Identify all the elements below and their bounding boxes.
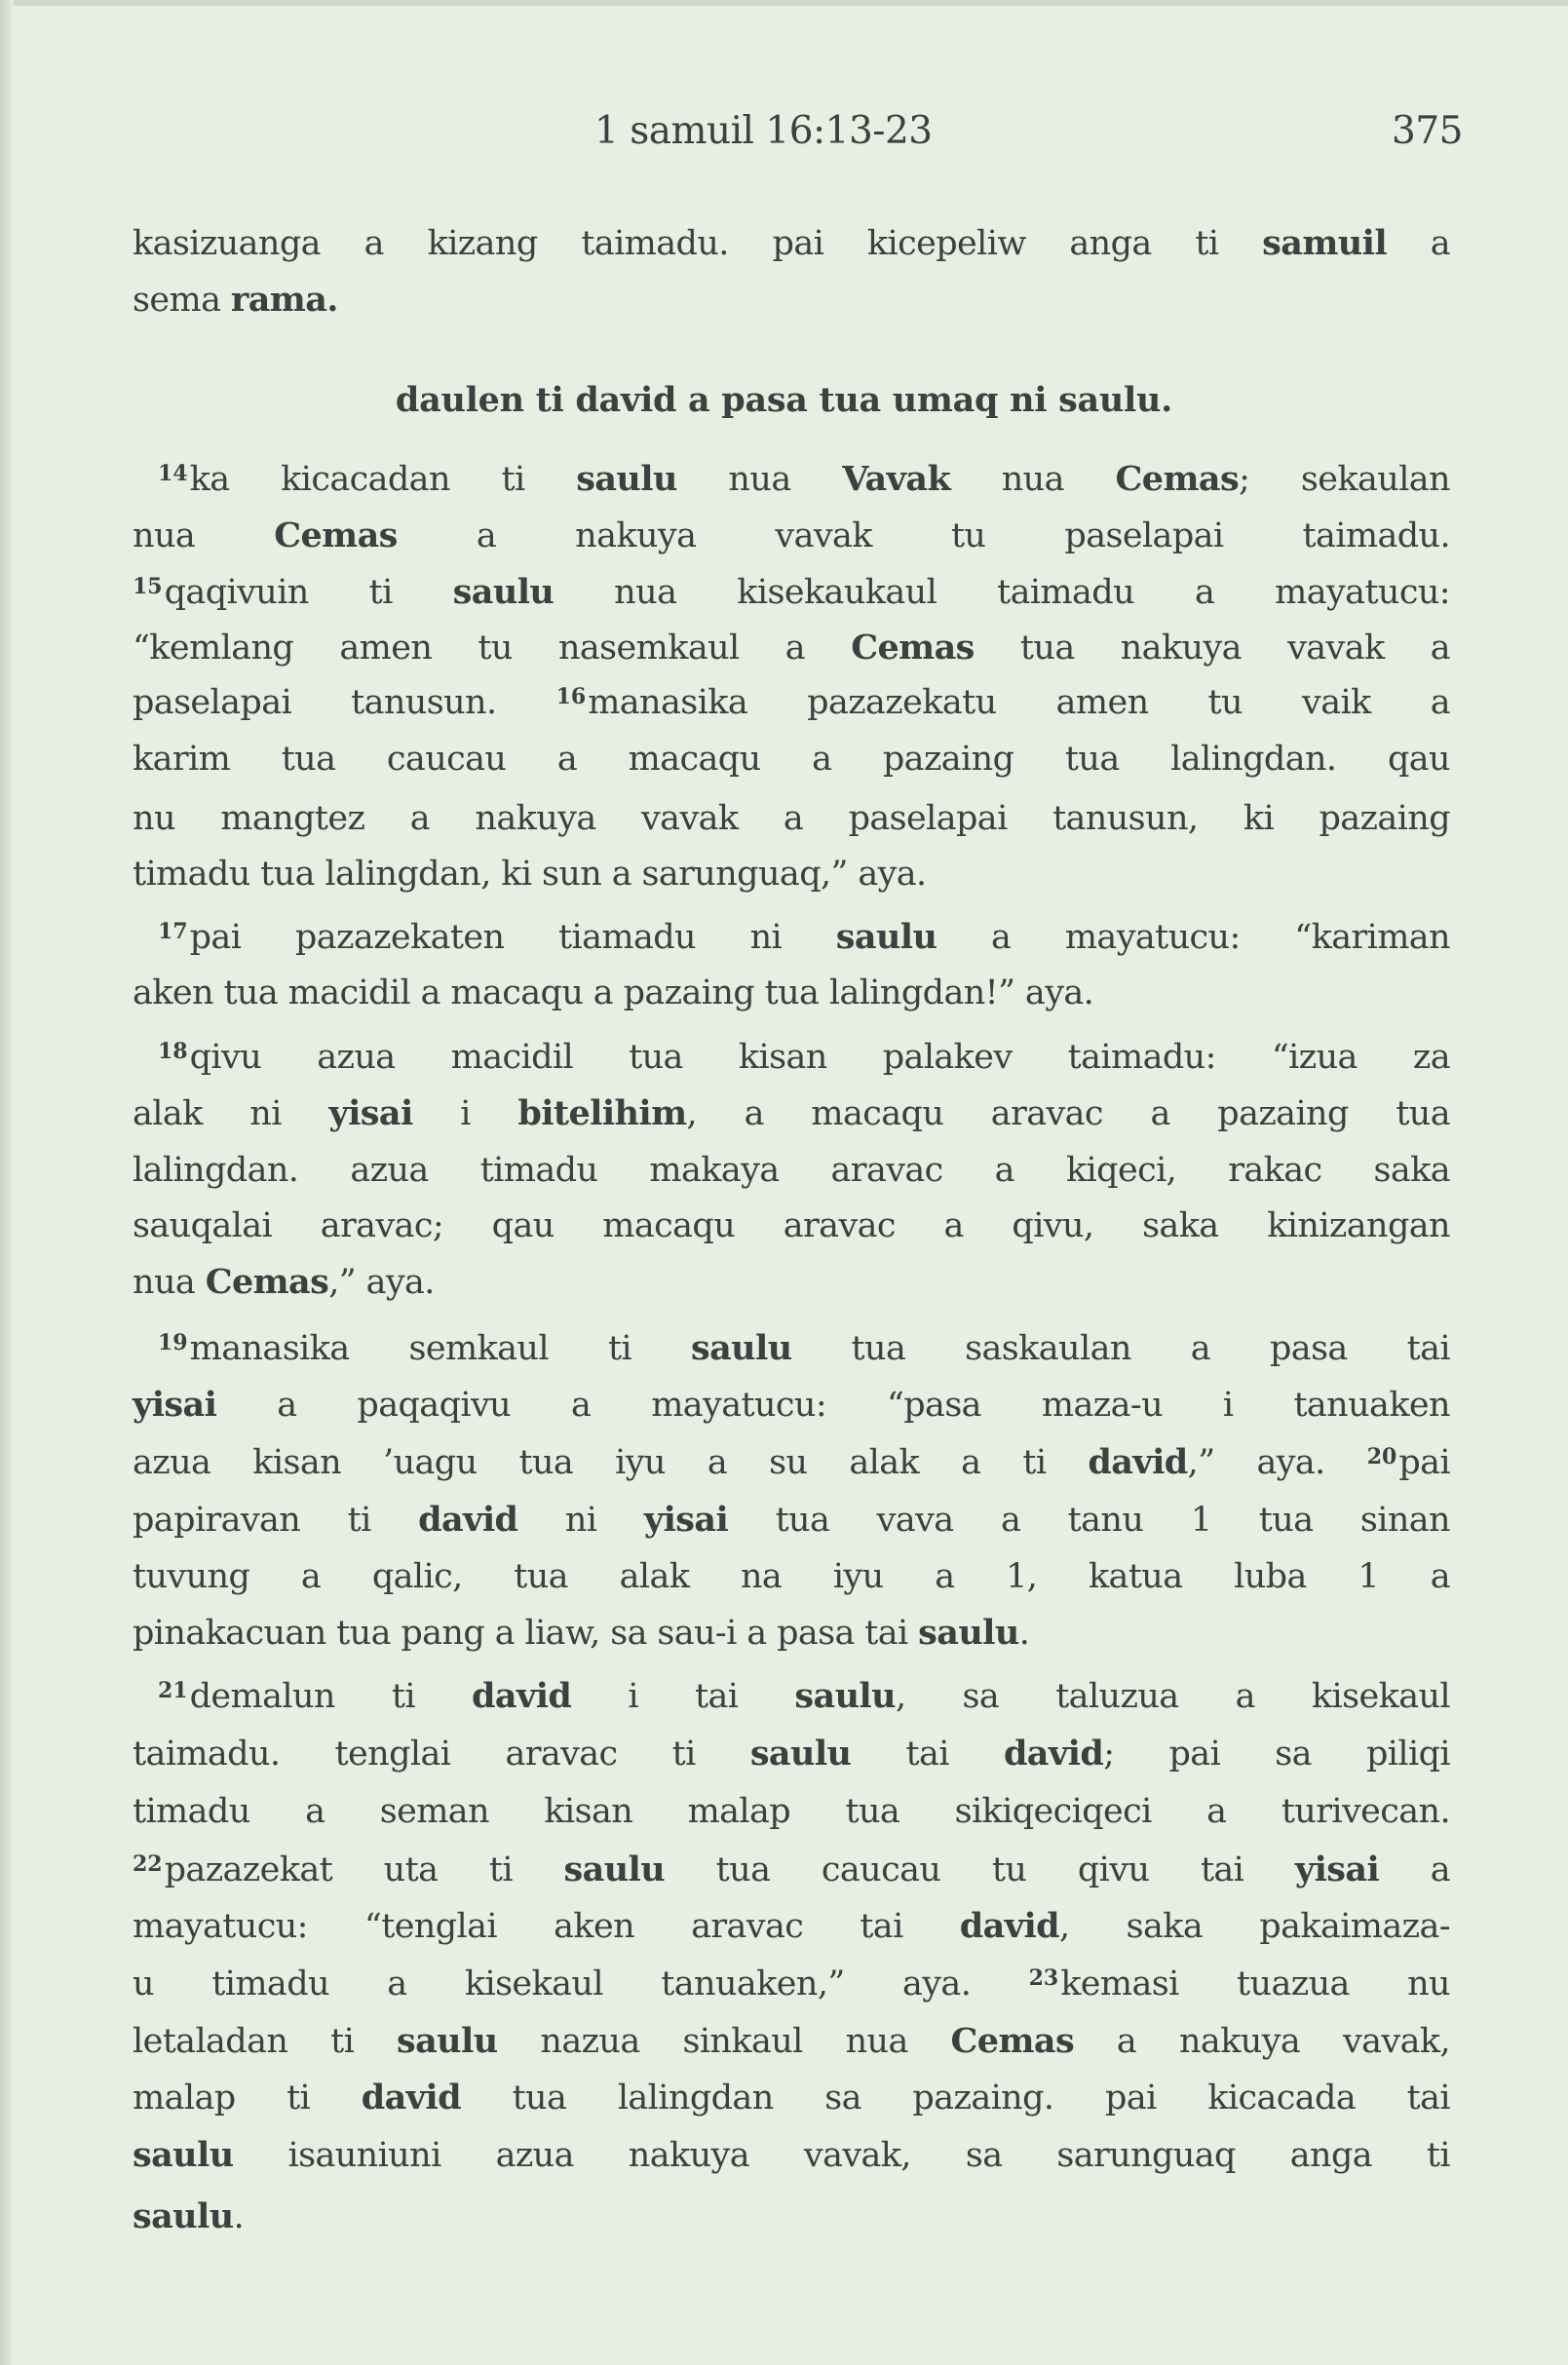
text-run: sema — [133, 281, 231, 320]
bold-name: Cemas — [950, 2021, 1075, 2061]
bold-name: saulu — [133, 2196, 234, 2236]
verse-number: 16 — [555, 684, 587, 709]
text-line — [133, 2020, 1450, 2063]
bold-name: Cemas — [274, 515, 398, 555]
text-run: ni — [517, 1501, 644, 1540]
text-run: karim tua caucau a macaqu a pazaing tua lalingdan. qau — [133, 740, 1450, 779]
text-line — [133, 1261, 1450, 1304]
text-line — [158, 1675, 1450, 1718]
text-run: tua nakuya vavak a — [974, 629, 1450, 668]
text-line — [133, 1612, 1450, 1655]
text-run: alak ni — [133, 1094, 329, 1133]
bold-name: saulu — [563, 1850, 666, 1889]
section-heading: daulen ti david a pasa tua umaq ni saulu. — [395, 380, 1173, 420]
text-line — [158, 1327, 1450, 1370]
bold-name: Cemas — [1115, 459, 1240, 499]
bold-name: saulu — [133, 2135, 234, 2175]
text-run: tua vava a tanu 1 tua sinan — [728, 1501, 1451, 1540]
text-line — [133, 1733, 1450, 1775]
text-line — [133, 222, 1450, 265]
text-run: pazazekat uta ti — [164, 1850, 564, 1889]
text-line — [133, 2195, 1450, 2238]
bold-name: yisai — [133, 1385, 217, 1425]
text-line — [133, 738, 1450, 781]
text-run: sauqalai aravac; qau macaqu aravac a qivu, saka kinizangan — [133, 1206, 1450, 1245]
text-run: , saka pakaimaza- — [1059, 1907, 1450, 1946]
text-run: a — [1387, 224, 1450, 263]
text-run: “kemlang amen tu nasemkaul a — [133, 629, 852, 668]
text-line — [133, 797, 1450, 840]
page-binding-edge — [0, 0, 14, 2365]
text-run: isauniuni azua nakuya vavak, sa sarunguaq anga ti — [233, 2136, 1450, 2175]
text-run: ; sekaulan — [1239, 460, 1450, 499]
text-run: pai — [1398, 1443, 1450, 1482]
text-line — [133, 627, 1450, 669]
text-line — [158, 458, 1450, 501]
bold-name: Cemas — [851, 628, 975, 668]
text-line — [133, 972, 1450, 1014]
text-run: ,” aya. — [1187, 1443, 1367, 1482]
text-run: qivu azua macidil tua kisan palakev taimadu: “izua za — [189, 1038, 1450, 1077]
text-line — [133, 1905, 1450, 1948]
text-run: mayatucu: “tenglai aken aravac tai — [133, 1907, 960, 1946]
bold-name: samuil — [1262, 223, 1388, 263]
text-line — [133, 1499, 1450, 1542]
verse-number: 20 — [1366, 1444, 1397, 1469]
bold-name: david — [418, 1500, 518, 1540]
text-run: nua kisekaukaul taimadu a mayatucu: — [554, 573, 1450, 612]
text-run: a nakuya vavak tu paselapai taimadu. — [397, 516, 1450, 555]
text-line — [133, 571, 1450, 614]
text-run: nu mangtez a nakuya vavak a paselapai tanusun, ki pazaing — [133, 799, 1450, 838]
text-line — [133, 1790, 1450, 1833]
text-run: aken tua macidil a macaqu a pazaing tua lalingdan!” aya. — [133, 973, 1094, 1012]
text-run: manasika pazazekatu amen tu vaik a — [588, 683, 1450, 722]
bold-name: david — [1088, 1442, 1188, 1482]
text-line — [158, 916, 1450, 959]
text-run: tuvung a qalic, tua alak na iyu a 1, katua luba 1 a — [133, 1557, 1450, 1596]
text-line — [133, 2077, 1450, 2119]
text-run: pai pazazekaten tiamadu ni — [189, 918, 836, 957]
verse-number: 23 — [1028, 1965, 1059, 1991]
bold-name: david — [472, 1676, 572, 1716]
bold-name: david — [959, 1906, 1060, 1946]
text-run: kasizuanga a kizang taimadu. pai kicepeliw anga ti — [133, 224, 1263, 263]
verse-number: 14 — [158, 461, 188, 486]
verse-number: 19 — [158, 1330, 188, 1355]
text-run: nua — [676, 460, 843, 499]
text-run: a mayatucu: “kariman — [937, 918, 1450, 957]
text-run: , a macaqu aravac a pazaing tua — [686, 1094, 1450, 1133]
text-line — [133, 2134, 1450, 2177]
text-run: a paqaqivu a mayatucu: “pasa maza-u i tanuaken — [216, 1386, 1450, 1425]
bold-name: saulu — [749, 1734, 852, 1774]
text-run: nazua sinkaul nua — [497, 2022, 951, 2061]
text-run: kemasi tuazua nu — [1060, 1964, 1450, 2003]
bold-name: saulu — [794, 1676, 896, 1716]
page-number: 375 — [1392, 109, 1463, 153]
text-run: pinakacuan tua pang a liaw, sa sau-i a pasa tai — [133, 1614, 919, 1653]
verse-number: 22 — [133, 1851, 163, 1877]
text-run: timadu tua lalingdan, ki sun a sarunguaq,” aya. — [133, 855, 927, 894]
page-top-edge — [0, 0, 1568, 6]
text-run: , sa taluzua a kisekaul — [895, 1677, 1450, 1716]
bold-name: saulu — [452, 572, 555, 612]
text-line — [133, 1149, 1450, 1192]
text-line — [133, 1849, 1450, 1891]
bold-name: bitelihim — [517, 1093, 687, 1133]
text-run: qaqivuin ti — [164, 573, 453, 612]
bold-name: saulu — [835, 917, 937, 957]
text-line — [133, 1384, 1450, 1427]
bold-name: saulu — [918, 1613, 1019, 1653]
running-head: 1 samuil 16:13-23 — [594, 109, 933, 153]
text-run: tua saskaulan a pasa tai — [791, 1329, 1450, 1368]
text-run: tua lalingdan sa pazaing. pai kicacada tai — [461, 2079, 1450, 2117]
text-line — [133, 515, 1450, 557]
text-line — [133, 681, 1450, 724]
text-line — [133, 853, 1450, 896]
text-line — [133, 1204, 1450, 1247]
text-run: ,” aya. — [328, 1263, 435, 1302]
verse-number: 17 — [158, 919, 188, 944]
text-run: nua — [133, 1263, 206, 1302]
text-run: ka kicacadan ti — [189, 460, 577, 499]
text-run: a — [1379, 1850, 1451, 1889]
text-run: malap ti — [133, 2079, 362, 2117]
bold-name: rama. — [230, 280, 338, 320]
text-run: ; pai sa piliqi — [1103, 1735, 1450, 1774]
verse-number: 15 — [133, 574, 163, 599]
text-line — [133, 1441, 1450, 1484]
verse-number: 18 — [158, 1039, 188, 1064]
bold-name: Vavak — [842, 459, 951, 499]
text-line — [133, 1963, 1450, 2005]
text-run: a nakuya vavak, — [1074, 2022, 1451, 2061]
text-run: papiravan ti — [133, 1501, 419, 1540]
text-run: paselapai tanusun. — [133, 683, 556, 722]
text-line — [158, 1036, 1450, 1079]
bold-name: saulu — [690, 1328, 792, 1368]
text-run: tai — [851, 1735, 1004, 1774]
bold-name: saulu — [397, 2021, 498, 2061]
text-run: tua caucau tu qivu tai — [665, 1850, 1295, 1889]
bold-name: david — [1003, 1734, 1104, 1774]
text-run: azua kisan ’uagu tua iyu a su alak a ti — [133, 1443, 1089, 1482]
text-run: demalun ti — [189, 1677, 473, 1716]
bold-name: saulu — [576, 459, 677, 499]
bold-name: yisai — [1294, 1850, 1380, 1889]
text-run: u timadu a kisekaul tanuaken,” aya. — [133, 1964, 1029, 2003]
text-line — [133, 279, 1450, 322]
text-line — [133, 1092, 1450, 1135]
text-run: i tai — [571, 1677, 795, 1716]
text-run: nua — [133, 516, 275, 555]
text-run: lalingdan. azua timadu makaya aravac a kiqeci, rakac saka — [133, 1151, 1450, 1190]
text-run: manasika semkaul ti — [189, 1329, 691, 1368]
text-run: taimadu. tenglai aravac ti — [133, 1735, 750, 1774]
text-run: nua — [950, 460, 1116, 499]
bold-name: Cemas — [205, 1262, 329, 1302]
verse-number: 21 — [158, 1678, 188, 1703]
text-run: . — [233, 2197, 245, 2236]
text-line — [133, 1555, 1450, 1598]
text-run: letaladan ti — [133, 2022, 397, 2061]
bold-name: yisai — [328, 1093, 413, 1133]
bold-name: david — [361, 2078, 461, 2117]
text-run: . — [1018, 1614, 1030, 1653]
text-run: i — [412, 1094, 518, 1133]
bold-name: yisai — [643, 1500, 729, 1540]
text-run: timadu a seman kisan malap tua sikiqeciqeci a turivecan. — [133, 1792, 1450, 1831]
